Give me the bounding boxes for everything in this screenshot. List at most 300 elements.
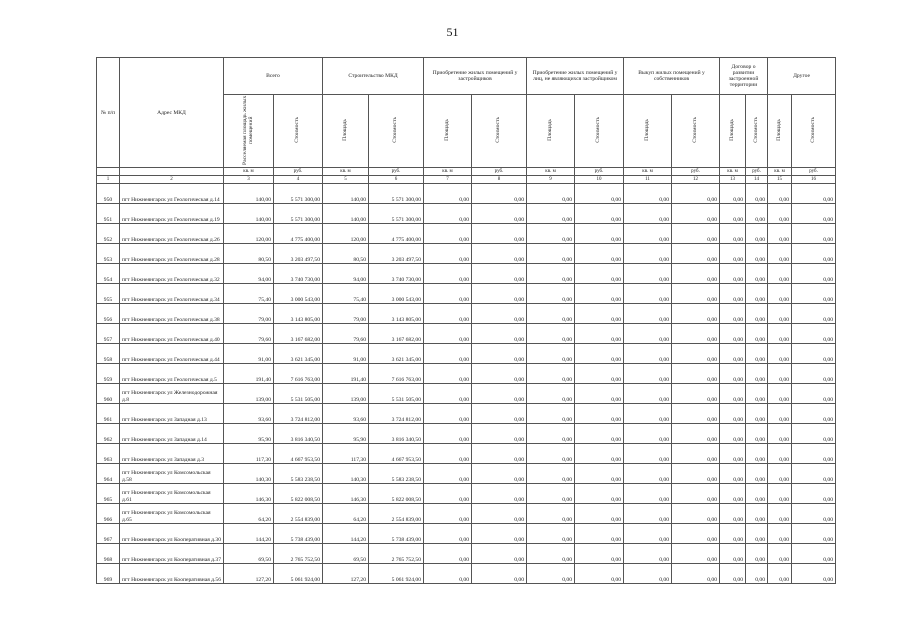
address-cell: пгт Нижнеянгарск ул Западная д.3 — [120, 444, 224, 464]
row-number-cell: 951 — [97, 204, 120, 224]
zero-value-cell: 0,00 — [720, 424, 746, 444]
zero-value-cell: 0,00 — [768, 324, 792, 344]
zero-value-cell: 0,00 — [746, 544, 768, 564]
header-purchase-dev: Приобретение жилых помещений у застройщиков — [424, 58, 527, 95]
construction-cost-cell: 7 616 763,00 — [369, 364, 424, 384]
zero-value-cell: 0,00 — [720, 224, 746, 244]
address-cell: пгт Нижнеянгарск ул Геологическая д.32 — [120, 264, 224, 284]
column-index-cell: 11 — [624, 176, 672, 184]
total-area-cell: 117,30 — [224, 444, 274, 464]
column-index-cell: 16 — [792, 176, 836, 184]
row-number-cell: 962 — [97, 424, 120, 444]
zero-value-cell: 0,00 — [792, 184, 836, 204]
row-number-cell: 954 — [97, 264, 120, 284]
zero-value-cell: 0,00 — [472, 244, 527, 264]
total-area-cell: 69,50 — [224, 544, 274, 564]
zero-value-cell: 0,00 — [472, 284, 527, 304]
construction-area-cell: 93,60 — [323, 404, 369, 424]
zero-value-cell: 0,00 — [624, 284, 672, 304]
construction-area-cell: 191,40 — [323, 364, 369, 384]
zero-value-cell: 0,00 — [527, 464, 575, 484]
subheader-vacated-area: Расселяемая площадь жилых помещений — [224, 95, 274, 168]
zero-value-cell: 0,00 — [768, 564, 792, 584]
zero-value-cell: 0,00 — [575, 224, 624, 244]
total-area-cell: 75,40 — [224, 284, 274, 304]
zero-value-cell: 0,00 — [672, 184, 720, 204]
zero-value-cell: 0,00 — [746, 324, 768, 344]
total-cost-cell: 5 738 439,00 — [274, 524, 323, 544]
zero-value-cell: 0,00 — [527, 544, 575, 564]
zero-value-cell: 0,00 — [792, 524, 836, 544]
row-number-cell: 955 — [97, 284, 120, 304]
column-index-cell: 4 — [274, 176, 323, 184]
zero-value-cell: 0,00 — [672, 564, 720, 584]
address-cell: пгт Нижнеянгарск ул Геологическая д.40 — [120, 324, 224, 344]
unit-cell: руб. — [369, 168, 424, 176]
unit-cell: кв. м — [624, 168, 672, 176]
address-cell: пгт Нижнеянгарск ул Кооперативная д.30 — [120, 524, 224, 544]
zero-value-cell: 0,00 — [768, 304, 792, 324]
zero-value-cell: 0,00 — [472, 504, 527, 524]
zero-value-cell: 0,00 — [424, 304, 472, 324]
subheader-area: Площадь — [424, 95, 472, 168]
column-index-cell: 7 — [424, 176, 472, 184]
zero-value-cell: 0,00 — [424, 544, 472, 564]
table-row — [97, 324, 836, 344]
zero-value-cell: 0,00 — [768, 404, 792, 424]
construction-cost-cell: 3 143 805,00 — [369, 304, 424, 324]
total-cost-cell: 5 571 300,00 — [274, 204, 323, 224]
subheader-area: Площадь — [323, 95, 369, 168]
unit-cell: руб. — [472, 168, 527, 176]
zero-value-cell: 0,00 — [575, 544, 624, 564]
zero-value-cell: 0,00 — [424, 364, 472, 384]
construction-area-cell: 94,00 — [323, 264, 369, 284]
row-number-cell: 968 — [97, 544, 120, 564]
total-area-cell: 144,20 — [224, 524, 274, 544]
zero-value-cell: 0,00 — [768, 244, 792, 264]
row-number-cell: 963 — [97, 444, 120, 464]
zero-value-cell: 0,00 — [768, 504, 792, 524]
zero-value-cell: 0,00 — [768, 464, 792, 484]
zero-value-cell: 0,00 — [720, 204, 746, 224]
construction-cost-cell: 4 775 400,00 — [369, 224, 424, 244]
zero-value-cell: 0,00 — [792, 224, 836, 244]
total-area-cell: 94,00 — [224, 264, 274, 284]
zero-value-cell: 0,00 — [768, 284, 792, 304]
zero-value-cell: 0,00 — [746, 224, 768, 244]
zero-value-cell: 0,00 — [746, 244, 768, 264]
row-number-cell: 952 — [97, 224, 120, 244]
zero-value-cell: 0,00 — [792, 384, 836, 404]
zero-value-cell: 0,00 — [672, 424, 720, 444]
zero-value-cell: 0,00 — [720, 444, 746, 464]
zero-value-cell: 0,00 — [624, 464, 672, 484]
zero-value-cell: 0,00 — [424, 524, 472, 544]
header-other: Другое — [768, 58, 836, 95]
unit-cell: руб. — [672, 168, 720, 176]
construction-area-cell: 79,60 — [323, 324, 369, 344]
zero-value-cell: 0,00 — [472, 384, 527, 404]
zero-value-cell: 0,00 — [527, 364, 575, 384]
construction-cost-cell: 5 822 008,50 — [369, 484, 424, 504]
zero-value-cell: 0,00 — [746, 184, 768, 204]
total-cost-cell: 5 822 008,50 — [274, 484, 323, 504]
zero-value-cell: 0,00 — [746, 404, 768, 424]
construction-area-cell: 140,00 — [323, 204, 369, 224]
zero-value-cell: 0,00 — [720, 524, 746, 544]
subheader-area: Площадь — [527, 95, 575, 168]
zero-value-cell: 0,00 — [768, 344, 792, 364]
construction-cost-cell: 3 000 543,00 — [369, 284, 424, 304]
construction-cost-cell: 2 765 752,50 — [369, 544, 424, 564]
column-index-row — [97, 176, 836, 184]
zero-value-cell: 0,00 — [624, 564, 672, 584]
zero-value-cell: 0,00 — [424, 284, 472, 304]
column-index-cell: 5 — [323, 176, 369, 184]
zero-value-cell: 0,00 — [746, 424, 768, 444]
zero-value-cell: 0,00 — [746, 304, 768, 324]
zero-value-cell: 0,00 — [424, 204, 472, 224]
subheader-area: Площадь — [720, 95, 746, 168]
zero-value-cell: 0,00 — [472, 524, 527, 544]
zero-value-cell: 0,00 — [472, 224, 527, 244]
zero-value-cell: 0,00 — [720, 504, 746, 524]
zero-value-cell: 0,00 — [672, 524, 720, 544]
total-area-cell: 140,00 — [224, 204, 274, 224]
zero-value-cell: 0,00 — [624, 404, 672, 424]
zero-value-cell: 0,00 — [624, 264, 672, 284]
zero-value-cell: 0,00 — [624, 364, 672, 384]
zero-value-cell: 0,00 — [768, 524, 792, 544]
construction-cost-cell: 3 740 730,00 — [369, 264, 424, 284]
subheader-cost: Стоимость — [369, 95, 424, 168]
total-area-cell: 191,40 — [224, 364, 274, 384]
construction-area-cell: 95,90 — [323, 424, 369, 444]
zero-value-cell: 0,00 — [792, 544, 836, 564]
zero-value-cell: 0,00 — [672, 484, 720, 504]
row-number-cell: 960 — [97, 384, 120, 404]
header-purchase-nondev: Приобретение жилых помещений у лиц, не являющихся застройщиком — [527, 58, 624, 95]
table-row — [97, 544, 836, 564]
subheader-cost: Стоимость — [274, 95, 323, 168]
construction-area-cell: 144,20 — [323, 524, 369, 544]
zero-value-cell: 0,00 — [768, 264, 792, 284]
zero-value-cell: 0,00 — [527, 264, 575, 284]
zero-value-cell: 0,00 — [746, 344, 768, 364]
resettlement-table — [96, 57, 836, 584]
zero-value-cell: 0,00 — [624, 244, 672, 264]
total-cost-cell: 4 667 953,50 — [274, 444, 323, 464]
column-index-cell: 9 — [527, 176, 575, 184]
total-area-cell: 95,90 — [224, 424, 274, 444]
total-cost-cell: 3 000 543,00 — [274, 284, 323, 304]
zero-value-cell: 0,00 — [624, 484, 672, 504]
zero-value-cell: 0,00 — [672, 324, 720, 344]
zero-value-cell: 0,00 — [720, 264, 746, 284]
unit-cell: кв. м — [323, 168, 369, 176]
zero-value-cell: 0,00 — [768, 204, 792, 224]
zero-value-cell: 0,00 — [792, 424, 836, 444]
total-cost-cell: 2 554 839,00 — [274, 504, 323, 524]
zero-value-cell: 0,00 — [424, 464, 472, 484]
zero-value-cell: 0,00 — [527, 564, 575, 584]
zero-value-cell: 0,00 — [527, 484, 575, 504]
zero-value-cell: 0,00 — [575, 484, 624, 504]
construction-area-cell: 64,20 — [323, 504, 369, 524]
zero-value-cell: 0,00 — [672, 464, 720, 484]
zero-value-cell: 0,00 — [472, 264, 527, 284]
zero-value-cell: 0,00 — [720, 304, 746, 324]
zero-value-cell: 0,00 — [768, 364, 792, 384]
construction-cost-cell: 5 061 924,00 — [369, 564, 424, 584]
zero-value-cell: 0,00 — [672, 504, 720, 524]
zero-value-cell: 0,00 — [792, 444, 836, 464]
column-index-cell: 13 — [720, 176, 746, 184]
zero-value-cell: 0,00 — [720, 284, 746, 304]
zero-value-cell: 0,00 — [672, 364, 720, 384]
zero-value-cell: 0,00 — [424, 324, 472, 344]
row-number-cell: 967 — [97, 524, 120, 544]
total-area-cell: 127,20 — [224, 564, 274, 584]
zero-value-cell: 0,00 — [527, 344, 575, 364]
zero-value-cell: 0,00 — [792, 344, 836, 364]
construction-cost-cell: 5 571 300,00 — [369, 184, 424, 204]
unit-cell: руб. — [575, 168, 624, 176]
zero-value-cell: 0,00 — [746, 524, 768, 544]
column-index-cell: 1 — [97, 176, 120, 184]
zero-value-cell: 0,00 — [527, 324, 575, 344]
column-index-cell: 8 — [472, 176, 527, 184]
construction-cost-cell: 3 621 345,00 — [369, 344, 424, 364]
column-index-cell: 3 — [224, 176, 274, 184]
zero-value-cell: 0,00 — [527, 244, 575, 264]
table-row — [97, 304, 836, 324]
zero-value-cell: 0,00 — [720, 364, 746, 384]
total-cost-cell: 5 583 238,50 — [274, 464, 323, 484]
row-number-cell: 956 — [97, 304, 120, 324]
zero-value-cell: 0,00 — [746, 284, 768, 304]
total-cost-cell: 2 765 752,50 — [274, 544, 323, 564]
construction-area-cell: 79,00 — [323, 304, 369, 324]
zero-value-cell: 0,00 — [624, 424, 672, 444]
total-area-cell: 79,00 — [224, 304, 274, 324]
zero-value-cell: 0,00 — [792, 324, 836, 344]
zero-value-cell: 0,00 — [746, 364, 768, 384]
zero-value-cell: 0,00 — [672, 544, 720, 564]
total-cost-cell: 3 621 345,00 — [274, 344, 323, 364]
construction-cost-cell: 5 531 505,00 — [369, 384, 424, 404]
zero-value-cell: 0,00 — [472, 184, 527, 204]
table-row — [97, 484, 836, 504]
construction-area-cell: 127,20 — [323, 564, 369, 584]
subheader-cost: Стоимость — [792, 95, 836, 168]
zero-value-cell: 0,00 — [527, 444, 575, 464]
column-index-cell: 2 — [120, 176, 224, 184]
total-area-cell: 64,20 — [224, 504, 274, 524]
zero-value-cell: 0,00 — [575, 464, 624, 484]
column-index-cell: 6 — [369, 176, 424, 184]
construction-area-cell: 120,00 — [323, 224, 369, 244]
zero-value-cell: 0,00 — [792, 484, 836, 504]
zero-value-cell: 0,00 — [424, 264, 472, 284]
zero-value-cell: 0,00 — [624, 504, 672, 524]
zero-value-cell: 0,00 — [424, 384, 472, 404]
zero-value-cell: 0,00 — [672, 244, 720, 264]
total-area-cell: 79,60 — [224, 324, 274, 344]
zero-value-cell: 0,00 — [575, 184, 624, 204]
zero-value-cell: 0,00 — [792, 404, 836, 424]
unit-cell: кв. м — [424, 168, 472, 176]
header-contract: Договор о развитии застроенной территории — [720, 58, 768, 95]
construction-area-cell: 140,30 — [323, 464, 369, 484]
zero-value-cell: 0,00 — [472, 424, 527, 444]
table-row — [97, 404, 836, 424]
unit-cell: кв. м — [720, 168, 746, 176]
address-cell: пгт Нижнеянгарск ул Геологическая д.38 — [120, 304, 224, 324]
zero-value-cell: 0,00 — [575, 444, 624, 464]
zero-value-cell: 0,00 — [624, 524, 672, 544]
zero-value-cell: 0,00 — [672, 404, 720, 424]
construction-cost-cell: 3 724 812,00 — [369, 404, 424, 424]
unit-cell: кв. м — [527, 168, 575, 176]
zero-value-cell: 0,00 — [720, 324, 746, 344]
address-cell: пгт Нижнеянгарск ул Западная д.13 — [120, 404, 224, 424]
zero-value-cell: 0,00 — [575, 264, 624, 284]
row-number-cell: 966 — [97, 504, 120, 524]
header-buyout: Выкуп жилых помещений у собственников — [624, 58, 720, 95]
total-area-cell: 80,50 — [224, 244, 274, 264]
total-cost-cell: 7 616 763,00 — [274, 364, 323, 384]
construction-area-cell: 75,40 — [323, 284, 369, 304]
row-number-cell: 964 — [97, 464, 120, 484]
address-cell: пгт Нижнеянгарск ул Геологическая д.14 — [120, 184, 224, 204]
zero-value-cell: 0,00 — [575, 364, 624, 384]
construction-area-cell: 117,30 — [323, 444, 369, 464]
table-row — [97, 524, 836, 544]
address-cell: пгт Нижнеянгарск ул Комсомольская д.58 — [120, 464, 224, 484]
address-cell: пгт Нижнеянгарск ул Западная д.14 — [120, 424, 224, 444]
zero-value-cell: 0,00 — [472, 304, 527, 324]
unit-cell: кв. м — [224, 168, 274, 176]
unit-cell: кв. м — [768, 168, 792, 176]
zero-value-cell: 0,00 — [720, 464, 746, 484]
zero-value-cell: 0,00 — [424, 564, 472, 584]
total-area-cell: 120,00 — [224, 224, 274, 244]
construction-cost-cell: 3 816 340,50 — [369, 424, 424, 444]
zero-value-cell: 0,00 — [720, 564, 746, 584]
zero-value-cell: 0,00 — [527, 424, 575, 444]
table-row — [97, 264, 836, 284]
column-index-cell: 14 — [746, 176, 768, 184]
address-cell: пгт Нижнеянгарск ул Геологическая д.44 — [120, 344, 224, 364]
zero-value-cell: 0,00 — [792, 504, 836, 524]
table-row — [97, 284, 836, 304]
construction-area-cell: 69,50 — [323, 544, 369, 564]
zero-value-cell: 0,00 — [720, 344, 746, 364]
zero-value-cell: 0,00 — [424, 344, 472, 364]
total-cost-cell: 3 167 682,00 — [274, 324, 323, 344]
column-index-cell: 15 — [768, 176, 792, 184]
zero-value-cell: 0,00 — [746, 444, 768, 464]
zero-value-cell: 0,00 — [424, 184, 472, 204]
zero-value-cell: 0,00 — [472, 404, 527, 424]
zero-value-cell: 0,00 — [672, 284, 720, 304]
zero-value-cell: 0,00 — [792, 204, 836, 224]
row-number-cell: 953 — [97, 244, 120, 264]
header-construction: Строительство МКД — [323, 58, 424, 95]
column-index-cell: 10 — [575, 176, 624, 184]
construction-area-cell: 91,00 — [323, 344, 369, 364]
zero-value-cell: 0,00 — [527, 404, 575, 424]
zero-value-cell: 0,00 — [746, 204, 768, 224]
address-cell: пгт Нижнеянгарск ул Геологическая д.34 — [120, 284, 224, 304]
unit-cell: руб. — [746, 168, 768, 176]
zero-value-cell: 0,00 — [472, 204, 527, 224]
zero-value-cell: 0,00 — [792, 564, 836, 584]
zero-value-cell: 0,00 — [527, 384, 575, 404]
column-index-cell: 12 — [672, 176, 720, 184]
zero-value-cell: 0,00 — [527, 184, 575, 204]
zero-value-cell: 0,00 — [746, 464, 768, 484]
header-total: Всего — [224, 58, 323, 95]
total-cost-cell: 3 143 805,00 — [274, 304, 323, 324]
address-cell: пгт Нижнеянгарск ул Железнодорожная д.8 — [120, 384, 224, 404]
zero-value-cell: 0,00 — [746, 504, 768, 524]
subheader-cost: Стоимость — [575, 95, 624, 168]
construction-cost-cell: 5 583 238,50 — [369, 464, 424, 484]
total-area-cell: 139,00 — [224, 384, 274, 404]
zero-value-cell: 0,00 — [624, 384, 672, 404]
zero-value-cell: 0,00 — [575, 344, 624, 364]
address-cell: пгт Нижнеянгарск ул Геологическая д.19 — [120, 204, 224, 224]
construction-cost-cell: 4 667 953,50 — [369, 444, 424, 464]
address-cell: пгт Нижнеянгарск ул Кооперативная д.37 — [120, 544, 224, 564]
zero-value-cell: 0,00 — [746, 384, 768, 404]
row-number-cell: 958 — [97, 344, 120, 364]
zero-value-cell: 0,00 — [792, 304, 836, 324]
zero-value-cell: 0,00 — [720, 184, 746, 204]
subheader-cost: Стоимость — [672, 95, 720, 168]
zero-value-cell: 0,00 — [624, 184, 672, 204]
zero-value-cell: 0,00 — [768, 444, 792, 464]
units-row — [97, 168, 836, 176]
zero-value-cell: 0,00 — [424, 224, 472, 244]
zero-value-cell: 0,00 — [575, 424, 624, 444]
address-cell: пгт Нижнеянгарск ул Геологическая д.5 — [120, 364, 224, 384]
construction-area-cell: 139,00 — [323, 384, 369, 404]
total-area-cell: 93,60 — [224, 404, 274, 424]
zero-value-cell: 0,00 — [624, 304, 672, 324]
zero-value-cell: 0,00 — [720, 544, 746, 564]
table-row — [97, 504, 836, 524]
zero-value-cell: 0,00 — [672, 344, 720, 364]
zero-value-cell: 0,00 — [575, 404, 624, 424]
construction-area-cell: 146,30 — [323, 484, 369, 504]
zero-value-cell: 0,00 — [575, 284, 624, 304]
zero-value-cell: 0,00 — [720, 384, 746, 404]
subheader-area: Площадь — [624, 95, 672, 168]
table-row — [97, 464, 836, 484]
address-cell: пгт Нижнеянгарск ул Кооперативная д.56 — [120, 564, 224, 584]
construction-cost-cell: 3 167 682,00 — [369, 324, 424, 344]
zero-value-cell: 0,00 — [624, 324, 672, 344]
zero-value-cell: 0,00 — [672, 204, 720, 224]
zero-value-cell: 0,00 — [792, 364, 836, 384]
zero-value-cell: 0,00 — [672, 444, 720, 464]
zero-value-cell: 0,00 — [472, 444, 527, 464]
zero-value-cell: 0,00 — [768, 424, 792, 444]
